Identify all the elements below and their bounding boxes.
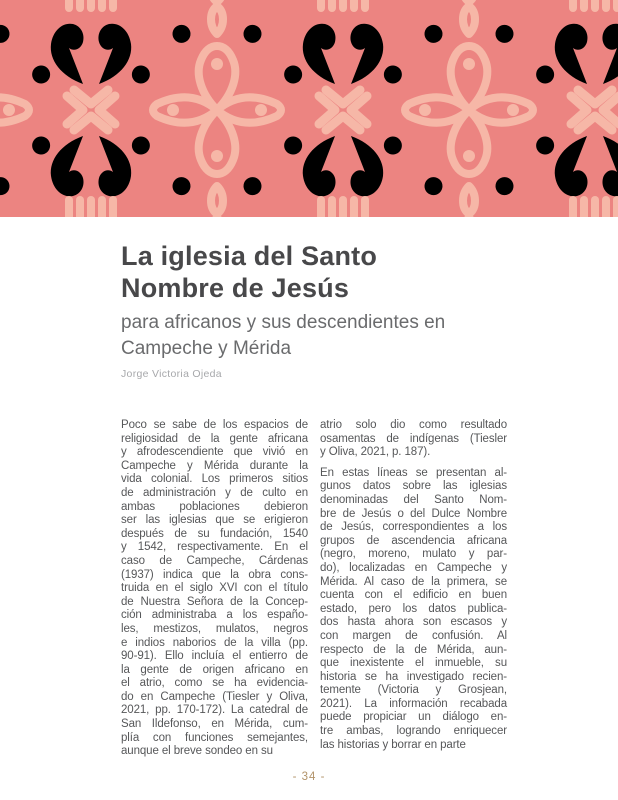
text-line: caso de Campeche, Cárdenas [121, 554, 308, 567]
article-subtitle [121, 310, 531, 362]
text-line: denominadas del Santo Nom- [320, 493, 507, 506]
text-line: plía con funciones semejantes, [121, 731, 308, 744]
paragraph [121, 419, 308, 759]
text-line: do), localizadas en Campeche y [320, 561, 507, 574]
text-line: vida colonial. Los primeros sitios [121, 473, 308, 486]
text-line: truida en el siglo XVI con el título [121, 582, 308, 595]
body-columns [121, 419, 507, 759]
text-line: y Oliva, 2021, p. 187). [320, 446, 431, 459]
text-line: Poco se sabe de los espacios de [121, 419, 308, 431]
text-line: ción administraba a los españo- [121, 609, 308, 622]
article-title [121, 240, 531, 304]
ornament-pattern-artwork [0, 0, 618, 217]
text-line: bre de Jesús o del Dulce Nombre [320, 507, 507, 520]
text-line: 2021, pp. 170-172). La catedral de [121, 704, 308, 717]
text-line: puede propiciar un diálogo en- [320, 711, 507, 724]
title-line-1: La iglesia del Santo [121, 241, 378, 271]
paragraph [320, 467, 507, 752]
subtitle-line-2: Campeche y Mérida [121, 338, 292, 359]
text-line: atrio solo dio como resultado [320, 419, 507, 431]
text-line: 2021). La información recabada [320, 697, 507, 710]
text-line: el atrio, como se ha evidencia- [121, 677, 308, 690]
text-line: religiosidad de la gente africana [121, 432, 308, 445]
author-byline: Jorge Victoria Ojeda [121, 368, 222, 380]
text-line: con margen de confusión. Al [320, 629, 507, 642]
paragraph [320, 419, 507, 460]
text-line: de Nuestra Señora de la Concep- [121, 595, 308, 608]
text-line: de administración y de culto en [121, 486, 308, 499]
text-line: y 1542, respectivamente. En el [121, 541, 308, 554]
text-line: San Ildefonso, en Mérida, cum- [121, 718, 308, 731]
page-number: - 34 - [292, 771, 326, 783]
text-line: En estas líneas se presentan al- [320, 466, 507, 479]
text-line: respecto de la de Mérida, aun- [320, 643, 507, 656]
text-line: las historias y borrar en parte [320, 738, 466, 751]
text-line: la gente de origen africano en [121, 663, 308, 676]
decorative-pattern-band [0, 0, 618, 217]
text-line: 90-91). Ello incluía el entierro de [121, 650, 308, 663]
text-line: de Jesús, correspondientes a los [320, 521, 507, 534]
text-line: (negro, moreno, mulato y par- [320, 548, 507, 561]
title-line-2: Nombre de Jesús [121, 273, 350, 303]
text-line: y afrodescendiente que vivió en [121, 446, 308, 459]
text-line: Mérida. Al caso de la primera, se [320, 575, 507, 588]
text-line: ser las iglesias que se erigieron [121, 514, 308, 527]
text-line: (1937) indica que la obra cons- [121, 568, 308, 581]
article-header [121, 240, 531, 380]
text-line: e indios naborios de la villa (pp. [121, 636, 308, 649]
text-line: estado, pero los datos publica- [320, 602, 507, 615]
text-line: dos hasta ahora son escasos y [320, 616, 507, 629]
text-line: Campeche y Mérida durante la [121, 459, 308, 472]
right-column [320, 419, 507, 759]
text-line: historia se ha investigado recien- [320, 670, 507, 683]
text-line: ambas poblaciones debieron [121, 500, 308, 513]
text-line: después de su fundación, 1540 [121, 527, 308, 540]
text-line: grupos de ascendencia africana [320, 534, 507, 547]
text-line: les, mestizos, mulatos, negros [121, 622, 308, 635]
subtitle-line-1: para africanos y sus descendientes en [121, 312, 446, 333]
text-line: osamentas de indígenas (Tiesler [320, 432, 507, 445]
left-column [121, 419, 308, 759]
text-line: aunque el breve sondeo en su [121, 745, 273, 758]
text-line: que inexistente el inmueble, su [320, 657, 507, 670]
text-line: tre ambas, logrando enriquecer [320, 725, 507, 738]
text-line: cuenta con el edificio en buen [320, 589, 507, 602]
text-line: gunos datos sobre las iglesias [320, 480, 507, 493]
text-line: do en Campeche (Tiesler y Oliva, [121, 690, 308, 703]
text-line: temente (Victoria y Grosjean, [320, 684, 507, 697]
